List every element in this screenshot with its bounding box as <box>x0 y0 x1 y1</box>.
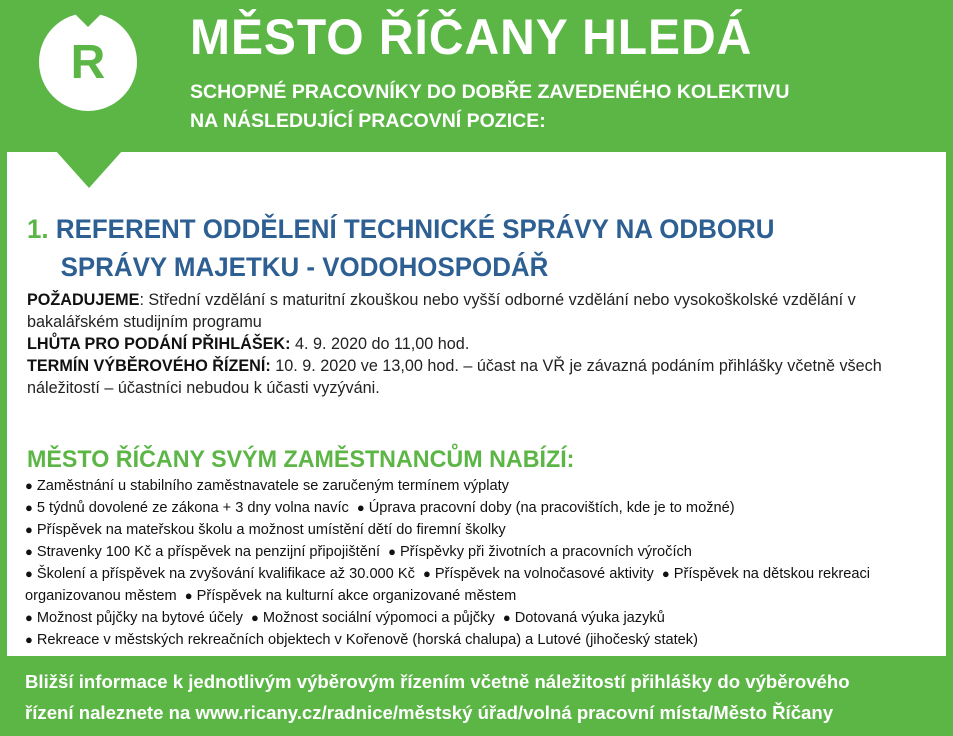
subtitle-line-2: NA NÁSLEDUJÍCÍ PRACOVNÍ POZICE: <box>190 110 546 132</box>
benefit-item: ● Stravenky 100 Kč a příspěvek na penzijní připojištění <box>25 544 380 560</box>
benefit-item: ● Dotovaná výuka jazyků <box>503 610 665 626</box>
footer-line-1: Bližší informace k jednotlivým výběrovým řízením včetně náležitostí přihlášky do výběrového <box>25 671 850 692</box>
benefit-item: ● Příspěvky při životních a pracovních výročích <box>388 544 692 560</box>
benefit-item: ● 5 týdnů dovolené ze zákona + 3 dny volna navíc <box>25 500 349 516</box>
benefit-item: ● Možnost půjčky na bytové účely <box>25 610 243 626</box>
subtitle-line-1: SCHOPNÉ PRACOVNÍKY DO DOBŘE ZAVEDENÉHO KOLEKTIVU <box>190 81 790 103</box>
benefits-row <box>25 563 925 607</box>
benefits-row <box>25 519 925 541</box>
job-number: 1. <box>27 214 49 244</box>
benefit-item: ● Příspěvek na kulturní akce organizované městem <box>185 588 516 604</box>
benefit-item: ● Příspěvek na mateřskou školu a možnost umístění dětí do firemní školky <box>25 522 506 538</box>
benefit-item: ● Úprava pracovní doby (na pracovištích, kde je to možné) <box>357 500 735 516</box>
benefits-row <box>25 541 925 563</box>
subtitle <box>190 78 930 136</box>
pointer-arrow-icon <box>55 150 123 188</box>
benefit-item: ● Zaměstnání u stabilního zaměstnavatele se zaručeným termínem výplaty <box>25 478 509 494</box>
requirements-text: : Střední vzdělání s maturitní zkouškou nebo vyšší odborné vzdělání nebo vysokoškolské vzdělání v bakalářském studijním programu <box>27 291 856 331</box>
job-title-line-1: REFERENT ODDĚLENÍ TECHNICKÉ SPRÁVY NA ODBORU <box>55 214 775 244</box>
benefits-row <box>25 497 925 519</box>
benefits-row <box>25 475 925 497</box>
benefit-item: ● Školení a příspěvek na zvyšování kvalifikace až 30.000 Kč <box>25 566 415 582</box>
job-title <box>27 210 891 286</box>
header-banner <box>0 0 953 152</box>
benefits-heading: MĚSTO ŘÍČANY SVÝM ZAMĚSTNANCŮM NABÍZÍ: <box>27 446 575 473</box>
deadline <box>27 333 937 355</box>
selection-text: 10. 9. 2020 ve 13,00 hod. – účast na VŘ je závazná podáním přihlášky včetně všech náležitostí – účastníci nebudou k účasti vyzýváni. <box>27 357 882 397</box>
benefit-item: ● Rekreace v městských rekreačních objektech v Kořenově (horská chalupa) a Lutové (jihočeský statek) <box>25 632 698 648</box>
logo-letter: R <box>70 36 106 89</box>
job-details <box>27 289 937 399</box>
selection-date <box>27 355 937 399</box>
deadline-text: 4. 9. 2020 do 11,00 hod. <box>290 335 470 353</box>
benefit-item: ● Příspěvek na volnočasové aktivity <box>423 566 654 582</box>
benefits-list <box>25 475 925 651</box>
content-panel <box>7 152 946 656</box>
benefits-row <box>25 607 925 629</box>
requirements-label: POŽADUJEME <box>27 291 140 309</box>
job-title-line-2: SPRÁVY MAJETKU - VODOHOSPODÁŘ <box>60 252 549 282</box>
deadline-label: LHŮTA PRO PODÁNÍ PŘIHLÁŠEK: <box>27 335 291 353</box>
benefit-item: ● Možnost sociální výpomoci a půjčky <box>251 610 495 626</box>
page-title: MĚSTO ŘÍČANY HLEDÁ <box>190 9 753 65</box>
selection-label: TERMÍN VÝBĚROVÉHO ŘÍZENÍ: <box>27 357 271 375</box>
footer-info <box>25 666 940 728</box>
benefit-item: ● Příspěvek na dětskou rekreaci organizovanou městem <box>25 566 870 604</box>
benefits-row <box>25 629 925 651</box>
requirements <box>27 289 937 333</box>
ricany-logo <box>38 12 138 112</box>
footer-line-2: řízení naleznete na www.ricany.cz/radnice/městský úřad/volná pracovní místa/Město Říčany <box>25 702 834 723</box>
